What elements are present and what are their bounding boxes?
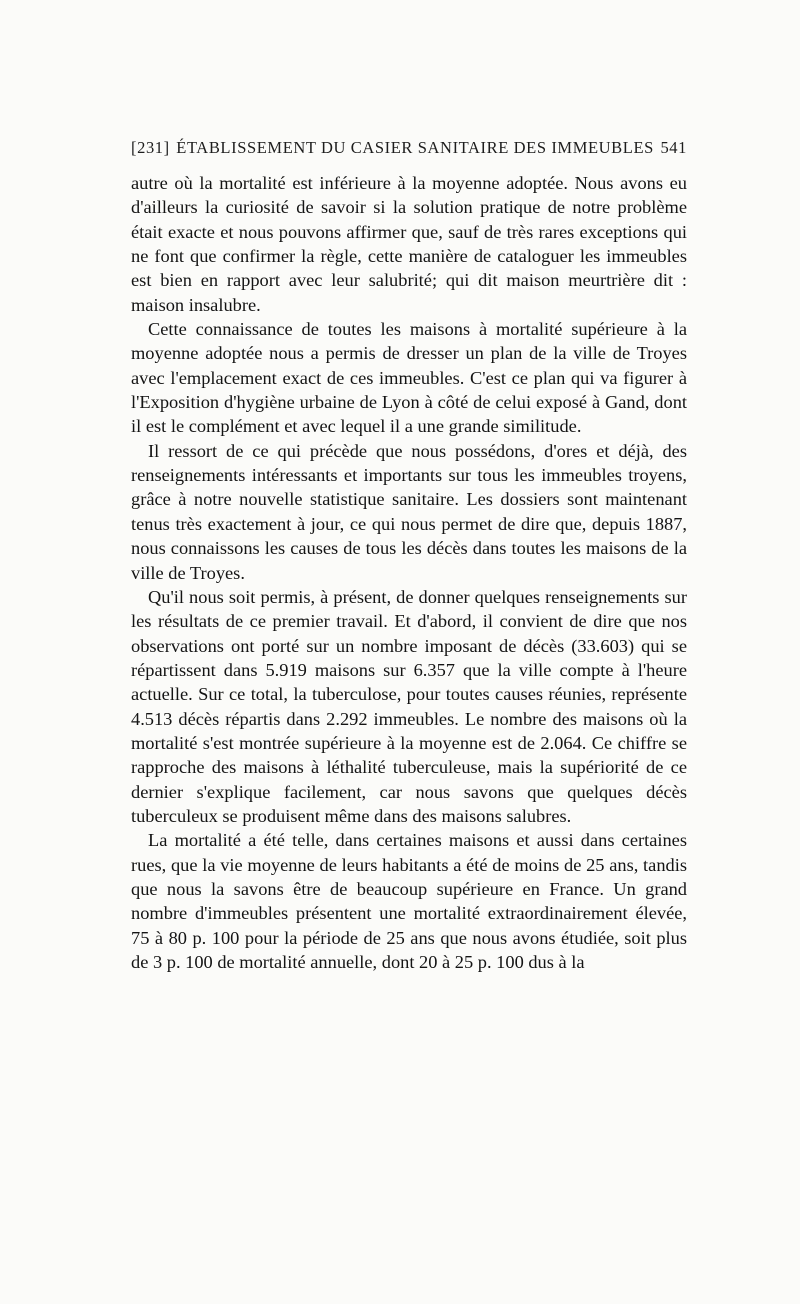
body-text [131,171,687,974]
paragraph: Il ressort de ce qui précède que nous possédons, d'ores et déjà, des renseignements intéressants et importants sur tous les immeubles troyens, grâce à notre nouvelle statistique sanitaire. Les dossiers sont maintenant tenus très exactement à jour, ce qui nous permet de dire que, depuis 1887, nous connaissons les causes de tous les décès dans toutes les maisons de la ville de Troyes. [131,440,687,583]
paragraph: Qu'il nous soit permis, à présent, de donner quelques renseignements sur les résultats de ce premier travail. Et d'abord, il convient de dire que nos observations ont porté sur un nombre imposant de décès (33.603) qui se répartissent dans 5.919 maisons sur 6.357 que la ville compte à l'heure actuelle. Sur ce total, la tuberculose, pour toutes causes réunies, représente 4.513 décès répartis dans 2.292 immeubles. Le nombre des maisons où la mortalité s'est montrée supérieure à la moyenne est de 2.064. Ce chiffre se rapproche des maisons à léthalité tuberculeuse, mais la supériorité de ce dernier s'explique facilement, car nous savons que quelques décès tuberculeux se produisent même dans des maisons salubres. [131,586,687,826]
paragraph: autre où la mortalité est inférieure à la moyenne adoptée. Nous avons eu d'ailleurs la curiosité de savoir si la solution pratique de notre problème était exacte et nous pouvons affirmer que, sauf de très rares exceptions qui ne font que confirmer la règle, cette manière de cataloguer les immeubles est bien en rapport avec leur salubrité; qui dit maison meurtrière dit : maison insalubre. [131,173,687,315]
section-number: [231] [131,138,170,157]
running-header [131,133,687,163]
page-number: 541 [660,138,687,157]
paragraph: La mortalité a été telle, dans certaines maisons et aussi dans certaines rues, que la vie moyenne de leurs habitants a été de moins de 25 ans, tandis que nous la savons être de beaucoup supérieure en France. Un grand nombre d'immeubles présentent une mortalité extraordinairement élevée, 75 à 80 p. 100 pour la période de 25 ans que nous avons étudiée, soit plus de 3 p. 100 de mortalité annuelle, dont 20 à 25 p. 100 dus à la [131,830,687,972]
paragraph: Cette connaissance de toutes les maisons à mortalité supérieure à la moyenne adoptée nous a permis de dresser un plan de la ville de Troyes avec l'emplacement exact de ces immeubles. C'est ce plan qui va figurer à l'Exposition d'hygiène urbaine de Lyon à côté de celui exposé à Gand, dont il est le complément et avec lequel il a une grande similitude. [131,319,687,437]
running-title: ÉTABLISSEMENT DU CASIER SANITAIRE DES IMMEUBLES [176,138,654,157]
